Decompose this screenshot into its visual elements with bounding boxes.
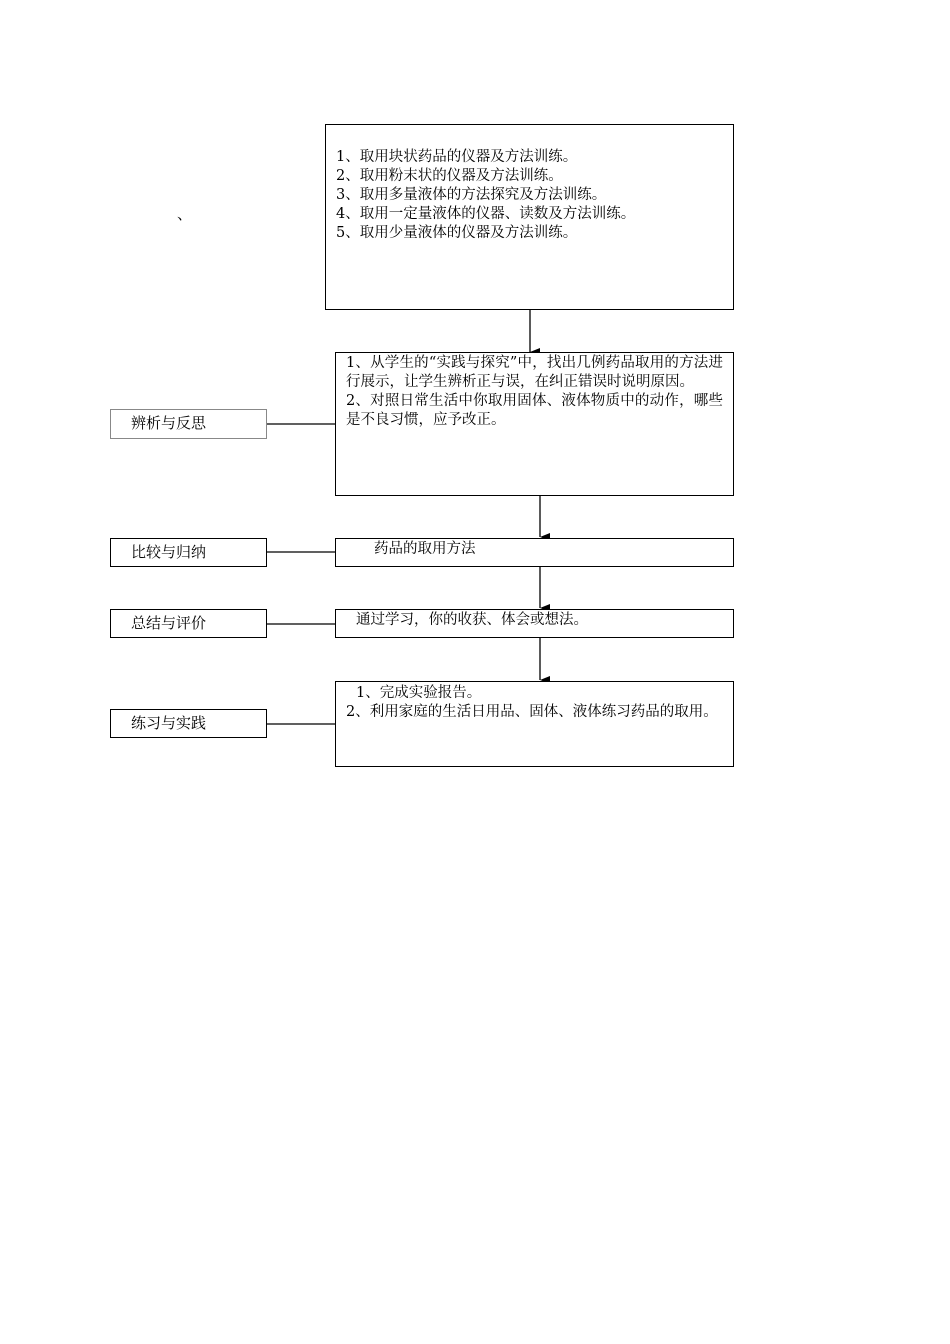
label-summary-evaluation: 总结与评价 — [110, 609, 267, 638]
practice-box — [335, 681, 734, 767]
stray-punctuation-mark: 、 — [177, 205, 193, 223]
label-practice-application: 练习与实践 — [110, 709, 267, 738]
skills-item-3: 3、取用多量液体的方法探究及方法训练。 — [336, 187, 607, 203]
analysis-content-box — [335, 352, 734, 496]
skills-item-4: 4、取用一定量液体的仪器、读数及方法训练。 — [336, 206, 636, 222]
skills-training-box — [325, 124, 734, 310]
methods-text: 药品的取用方法 — [374, 541, 476, 557]
analysis-item-1: 1、从学生的“实践与探究”中，找出几例药品取用的方法进行展示，让学生辨析正与误，在纠正错误时说明原因。 — [346, 355, 723, 390]
label-compare-summarize: 比较与归纳 — [110, 538, 267, 567]
summary-box — [335, 609, 734, 638]
label-analysis-reflection: 辨析与反思 — [110, 409, 267, 439]
summary-text: 通过学习，你的收获、体会或想法。 — [356, 612, 588, 628]
skills-item-5: 5、取用少量液体的仪器及方法训练。 — [336, 225, 578, 241]
practice-item-2: 2、利用家庭的生活日用品、固体、液体练习药品的取用。 — [346, 704, 718, 720]
skills-item-1: 1、取用块状药品的仪器及方法训练。 — [336, 149, 578, 165]
skills-item-2: 2、取用粉末状的仪器及方法训练。 — [336, 168, 563, 184]
methods-box — [335, 538, 734, 567]
analysis-item-2: 2、对照日常生活中你取用固体、液体物质中的动作，哪些是不良习惯，应予改正。 — [346, 393, 723, 428]
practice-item-1: 1、完成实验报告。 — [356, 685, 482, 701]
